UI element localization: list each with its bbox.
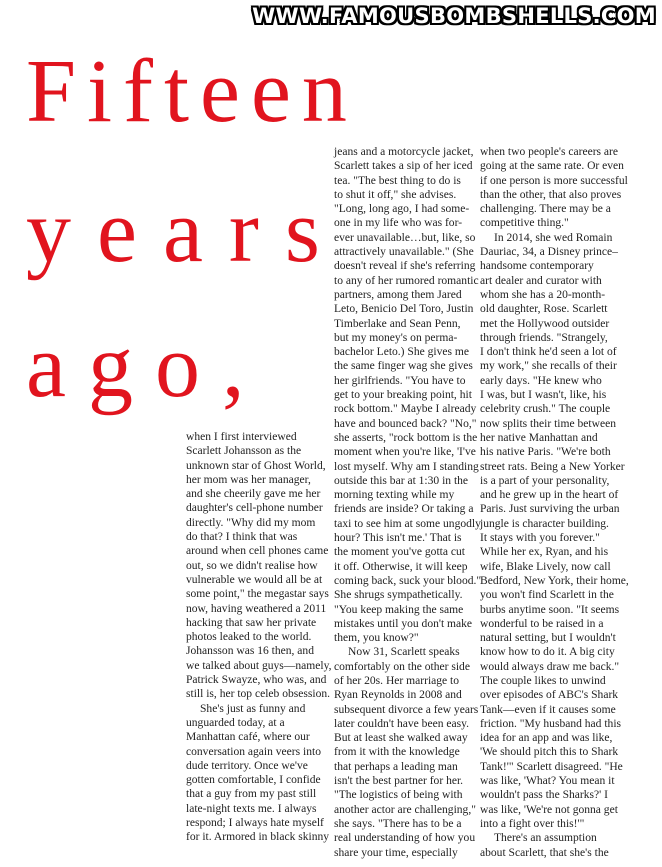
article-line: now, having weathered a 2011 [186,602,327,615]
article-line: another actor are challenging," [334,803,476,816]
article-line: to any of her rumored romantic [334,274,479,287]
article-line: respond; I always hate myself [186,817,324,830]
headline-line-1: Fifteen [26,42,358,141]
article-line: was like, 'We're not gonna get [480,803,618,816]
article-line: "You keep making the same [334,603,464,616]
article-line: over episodes of ABC's Shark [480,689,619,702]
article-line: the moment you've gotta cut [334,546,465,559]
article-line: and he grew up in the heart of [480,489,619,502]
article-line: my work," she recalls of their [480,360,617,373]
article-line: them, you know?" [334,632,419,645]
article-line: now splits their time between [480,417,616,430]
article-line: In 2014, she wed Romain [494,231,613,244]
article-line: competitive thing." [480,217,569,230]
article-line: still is, her top celeb obsession. [186,688,330,701]
article-line: hacking that saw her private [186,616,317,629]
article-line: wife, Blake Lively, now call [480,560,611,573]
article-line: out, so we didn't realise how [186,559,318,572]
article-line: challenging. There may be a [480,203,611,216]
article-line: bachelor Leto.) She gives me [334,346,469,359]
article-line: met the Hollywood outsider [480,317,610,330]
article-line: into a fight over this!'" [480,817,585,830]
article-line: old daughter, Rose. Scarlett [480,303,608,316]
article-line: one in my life who was for- [334,217,463,230]
article-line: going at the same rate. Or even [480,160,624,173]
article-column-3 [480,145,630,860]
headline-line-3: ago, [26,317,267,416]
article-line: daughter's cell-phone number [186,502,323,515]
article-line: Scarlett Johansson as the [186,445,302,458]
article-line: Paris. Just surviving the urban [480,503,620,516]
article-line: dude territory. Once we've [186,759,308,772]
article-line: whom she has a 20-month- [480,288,606,301]
headline-line-2: years [26,182,346,281]
article-line: Timberlake and Sean Penn, [334,317,461,330]
article-line: it off. Otherwise, it will keep [334,560,468,573]
article-line: unguarded today, at a [186,716,285,729]
article-line: The couple likes to unwind [480,674,606,687]
article-line: than the other, that also proves [480,188,622,201]
article-line: some point," the megastar says [186,588,329,601]
article-line: wouldn't pass the Sharks?' I [480,789,608,802]
article-line: through friends. "Strangely, [480,331,608,344]
article-line: Now 31, Scarlett speaks [348,646,460,659]
article-line: get to your breaking point, hit [334,389,472,402]
article-line: around when cell phones came [186,545,329,558]
article-line: Johansson was 16 then, and [186,645,314,658]
article-column-1 [186,430,332,845]
article-line: do that? I think that was [186,531,298,544]
article-line: have and bounced back? "No," [334,417,477,430]
article-line: subsequent divorce a few years [334,703,479,716]
article-line: I was, but I wasn't, like, his [480,389,607,402]
article-line: There's an assumption [494,832,597,845]
article-line: comfortably on the other side [334,660,470,673]
article-line: While her ex, Ryan, and his [480,546,609,559]
article-line: she says. "There has to be a [334,817,462,830]
article-line: vulnerable we would all be at [186,573,323,586]
article-line: natural setting, but I wouldn't [480,632,616,645]
article-line: the same finger wag she gives [334,360,473,373]
article-line: real understanding of how you [334,832,476,845]
article-line: lost myself. Why am I standing [334,460,479,473]
article-line: early days. "He knew who [480,374,602,387]
article-line: isn't the best partner for her. [334,775,464,788]
article-line: "The logistics of being with [334,789,463,802]
article-line: rock bottom." Maybe I already [334,403,477,416]
article-line: if one person is more successful [480,174,628,187]
article-line: "Long, long ago, I had some- [334,203,470,216]
article-line: Dauriac, 34, a Disney prince– [480,246,618,259]
article-line: for it. Armored in black skinny [186,831,330,844]
article-line: burbs anytime soon. "It seems [480,603,620,616]
article-line: friends are inside? Or taking a [334,503,474,516]
article-line: hour? This isn't me.' That is [334,532,462,545]
article-line: Leto, Benicio Del Toro, Justin [334,303,474,316]
article-line: Bedford, New York, their home, [480,574,629,587]
article-line: about Scarlett, that she's the [480,846,609,859]
article-line: jeans and a motorcycle jacket, [334,146,474,158]
article-line: photos leaked to the world. [186,631,312,644]
article-line: attractively unavailable." (She [334,246,474,259]
article-line: when I first interviewed [186,431,297,443]
article-line: his native Paris. "We're both [480,446,611,459]
article-line: Scarlett takes a sip of her iced [334,160,473,173]
article-line: art dealer and curator with [480,274,602,287]
article-line: moment when you're like, 'I've [334,446,476,459]
article-line: mistakes until you don't make [334,617,473,630]
article-column-2 [334,145,482,860]
article-line: conversation again veers into [186,745,321,758]
article-line: know how to do it. A big city [480,646,615,659]
article-line: handsome contemporary [480,260,594,273]
article-line: It stays with you forever." [480,532,600,545]
article-line: Patrick Swayze, who was, and [186,674,327,687]
article-line: But at least she walked away [334,732,468,745]
article-line: ever unavailable…but, like, so [334,231,476,244]
article-line: Ryan Reynolds in 2008 and [334,689,462,702]
article-line: unknown star of Ghost World, [186,459,326,472]
article-line: that a guy from my past still [186,788,317,801]
article-line: morning texting while my [334,489,455,502]
article-line: to shut it off," she advises. [334,188,457,201]
article-line: gotten comfortable, I confide [186,774,321,787]
article-line: but my money's on perma- [334,331,458,344]
article-line: her native Manhattan and [480,431,598,444]
article-line: tea. "The best thing to do is [334,174,461,187]
article-line: taxi to see him at some ungodly [334,517,481,530]
article-line: later couldn't have been easy. [334,717,470,730]
article-line: and she cheerily gave me her [186,488,321,501]
article-line: when two people's careers are [480,146,619,158]
article-line: street rats. Being a New Yorker [480,460,625,473]
article-line: friction. "My husband had this [480,717,622,730]
site-watermark: WWW.FAMOUSBOMBSHELLS.COM [252,4,656,28]
article-line: I don't think he'd seen a lot of [480,346,617,359]
article-line: idea for an app and was like, [480,732,613,745]
article-line: Tank—even if it causes some [480,703,616,716]
article-line: She shrugs sympathetically. [334,589,463,602]
article-line: wonderful to be raised in a [480,617,604,630]
article-line: was like, 'What? You mean it [480,775,615,788]
article-line: She's just as funny and [200,702,306,715]
article-line: late-night texts me. I always [186,802,317,815]
article-line: of her 20s. Her marriage to [334,674,460,687]
article-line: from it with the knowledge [334,746,460,759]
article-line: we talked about guys—namely, [186,659,332,672]
article-line: share your time, especially [334,846,458,859]
article-line: celebrity crush." The couple [480,403,611,416]
article-line: she asserts, "rock bottom is the [334,431,478,444]
article-line: you won't find Scarlett in the [480,589,614,602]
article-line: her girlfriends. "You have to [334,374,466,387]
article-line: her mom was her manager, [186,473,311,486]
article-line: jungle is character building. [480,517,609,530]
article-line: directly. "Why did my mom [186,516,316,529]
article-line: is a part of your personality, [480,474,610,487]
article-line: coming back, suck your blood." [334,574,482,587]
article-line: would always draw me back." [480,660,620,673]
article-line: Tank!'" Scarlett disagreed. "He [480,760,623,773]
article-line: Manhattan café, where our [186,731,310,744]
article-line: doesn't reveal if she's referring [334,260,476,273]
article-line: that perhaps a leading man [334,760,458,773]
article-line: 'We should pitch this to Shark [480,746,619,759]
article-line: outside this bar at 1:30 in the [334,474,469,487]
article-line: partners, among them Jared [334,288,462,301]
